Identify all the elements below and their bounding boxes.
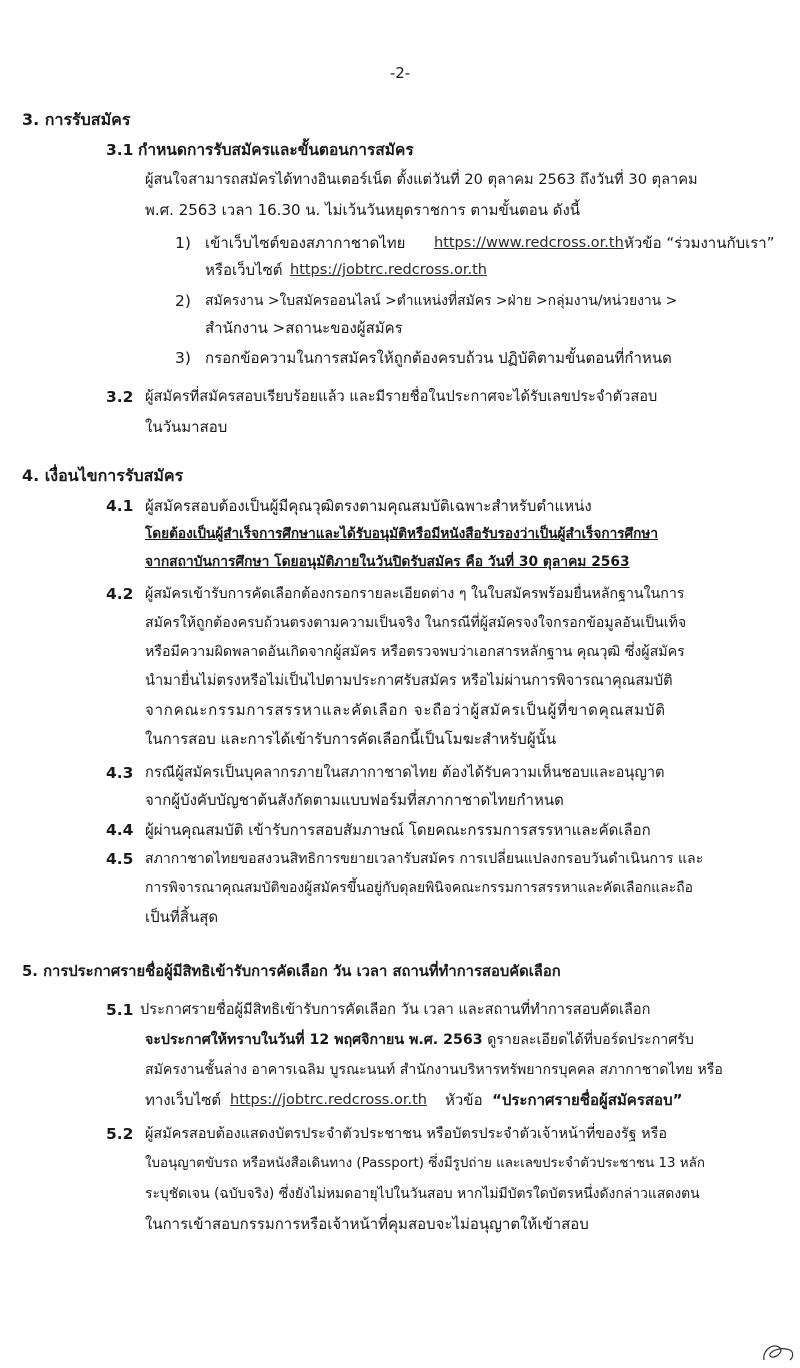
section-4-4-text: ผู้ผ่านคุณสมบัติ เข้ารับการสอบสัมภาษณ์ โดยคณะกรรมการสรรหาและคัดเลือก bbox=[145, 821, 651, 839]
step-text: สมัครงาน >ใบสมัครออนไลน์ >ตำแหน่งที่สมัคร >ฝ่าย >กลุ่มงาน/หน่วยงาน > bbox=[205, 293, 678, 309]
section-5-1-text: สมัครงานชั้นล่าง อาคารเฉลิม บูรณะนนท์ สำนักงานบริหารทรัพยากรบุคคล สภากาชาดไทย หรือ bbox=[145, 1062, 723, 1078]
section-4-2-text: ในการสอบ และการได้เข้ารับการคัดเลือกนี้เป็นโมฆะสำหรับผู้นั้น bbox=[145, 730, 557, 748]
section-4-5-number: 4.5 bbox=[106, 850, 134, 868]
section-4-2-text: จากคณะกรรมการสรรหาและคัดเลือก จะถือว่าผู้สมัครเป็นผู้ที่ขาดคุณสมบัติ bbox=[145, 701, 666, 719]
section-5-1-text bbox=[145, 1030, 694, 1050]
section-5-1-text-rest: ดูรายละเอียดได้ที่บอร์ดประกาศรับ bbox=[482, 1032, 694, 1048]
section-5-1-number: 5.1 bbox=[106, 1001, 134, 1019]
announcement-date: จะประกาศให้ทราบในวันที่ 12 พฤศจิกายน พ.ศ. 2563 bbox=[145, 1032, 483, 1048]
step-text: สำนักงาน >สถานะของผู้สมัคร bbox=[205, 319, 403, 337]
redcross-website-link[interactable]: https://www.redcross.or.th bbox=[434, 235, 624, 251]
section-4-heading: 4. เงื่อนไขการรับสมัคร bbox=[22, 466, 184, 485]
section-4-1-text: ผู้สมัครสอบต้องเป็นผู้มีคุณวุฒิตรงตามคุณสมบัติเฉพาะสำหรับตำแหน่ง bbox=[145, 497, 592, 515]
section-4-3-text: กรณีผู้สมัครเป็นบุคลากรภายในสภากาชาดไทย ต้องได้รับความเห็นชอบและอนุญาต bbox=[145, 764, 665, 781]
step-number: 2) bbox=[175, 292, 191, 310]
section-4-5-text: สภากาชาดไทยขอสงวนสิทธิการขยายเวลารับสมัคร การเปลี่ยนแปลงกรอบวันดำเนินการ และ bbox=[145, 851, 704, 867]
section-3-2-text: ผู้สมัครที่สมัครสอบเรียบร้อยแล้ว และมีรายชื่อในประกาศจะได้รับเลขประจำตัวสอบ bbox=[145, 388, 658, 405]
section-4-2-text: นำมายื่นไม่ตรงหรือไม่เป็นไปตามประกาศรับสมัคร หรือไม่ผ่านการพิจารณาคุณสมบัติ bbox=[145, 672, 673, 689]
section-3-1-number: 3.1 bbox=[106, 141, 134, 159]
page-number: -2- bbox=[389, 64, 411, 82]
section-4-2-number: 4.2 bbox=[106, 585, 134, 603]
section-3-2-number: 3.2 bbox=[106, 388, 134, 406]
section-5-2-text: ระบุชัดเจน (ฉบับจริง) ซึ่งยังไม่หมดอายุไปในวันสอบ หากไม่มีบัตรใดบัตรหนึ่งดังกล่าวแสดงตน bbox=[145, 1186, 700, 1202]
section-5-1-topic: “ประกาศรายชื่อผู้สมัครสอบ” bbox=[492, 1091, 683, 1109]
section-4-3-number: 4.3 bbox=[106, 764, 134, 782]
step-text: หัวข้อ “ร่วมงานกับเรา” bbox=[624, 234, 775, 252]
step-text: กรอกข้อความในการสมัครให้ถูกต้องครบถ้วน ปฏิบัติตามขั้นตอนที่กำหนด bbox=[205, 349, 672, 367]
section-5-2-text: ในการเข้าสอบกรรมการหรือเจ้าหน้าที่คุมสอบจะไม่อนุญาตให้เข้าสอบ bbox=[145, 1215, 589, 1233]
section-4-4-number: 4.4 bbox=[106, 821, 134, 839]
section-3-2-text: ในวันมาสอบ bbox=[145, 418, 228, 436]
section-4-2-text: หรือมีความผิดพลาดอันเกิดจากผู้สมัคร หรือตรวจพบว่าเอกสารหลักฐาน คุณวุฒิ ซึ่งผู้สมัคร bbox=[145, 644, 685, 660]
signature-mark bbox=[760, 1338, 796, 1366]
step-text: หรือเว็บไซต์ bbox=[205, 261, 283, 279]
section-4-1-text-emphasis: จากสถาบันการศึกษา โดยอนุมัติภายในวันปิดรับสมัคร คือ วันที่ 30 ตุลาคม 2563 bbox=[145, 554, 630, 570]
step-text: เข้าเว็บไซต์ของสภากาชาดไทย bbox=[205, 234, 406, 252]
section-5-1-text: ประกาศรายชื่อผู้มีสิทธิเข้ารับการคัดเลือก วัน เวลา และสถานที่ทำการสอบคัดเลือก bbox=[140, 1001, 651, 1018]
section-5-1-text: หัวข้อ bbox=[445, 1091, 483, 1109]
section-4-5-text: เป็นที่สิ้นสุด bbox=[145, 908, 219, 926]
section-4-1-number: 4.1 bbox=[106, 497, 134, 515]
section-3-1-title: กำหนดการรับสมัครและขั้นตอนการสมัคร bbox=[138, 141, 414, 159]
section-3-heading: 3. การรับสมัคร bbox=[22, 110, 131, 129]
section-4-2-text: ผู้สมัครเข้ารับการคัดเลือกต้องกรอกรายละเอียดต่าง ๆ ในใบสมัครพร้อมยื่นหลักฐานในการ bbox=[145, 586, 685, 602]
section-5-2-number: 5.2 bbox=[106, 1125, 134, 1143]
section-5-1-text: ทางเว็บไซต์ bbox=[145, 1091, 222, 1109]
section-4-1-text-emphasis: โดยต้องเป็นผู้สำเร็จการศึกษาและได้รับอนุมัติหรือมีหนังสือรับรองว่าเป็นผู้สำเร็จการศึกษา bbox=[145, 526, 658, 542]
section-5-2-text: ใบอนุญาตขับรถ หรือหนังสือเดินทาง (Passport) ซึ่งมีรูปถ่าย และเลขประจำตัวประชาชน 13 หลัก bbox=[145, 1156, 705, 1171]
jobtrc-website-link[interactable]: https://jobtrc.redcross.or.th bbox=[290, 262, 487, 278]
section-4-5-text: การพิจารณาคุณสมบัติของผู้สมัครขึ้นอยู่กับดุลยพินิจคณะกรรมการสรรหาและคัดเลือกและถือ bbox=[145, 880, 693, 896]
jobtrc-website-link[interactable]: https://jobtrc.redcross.or.th bbox=[230, 1092, 427, 1108]
section-5-heading: 5. การประกาศรายชื่อผู้มีสิทธิเข้ารับการคัดเลือก วัน เวลา สถานที่ทำการสอบคัดเลือก bbox=[22, 963, 561, 980]
section-4-3-text: จากผู้บังคับบัญชาต้นสังกัดตามแบบฟอร์มที่สภากาชาดไทยกำหนด bbox=[145, 791, 564, 809]
step-number: 3) bbox=[175, 349, 191, 367]
section-5-2-text: ผู้สมัครสอบต้องแสดงบัตรประจำตัวประชาชน หรือบัตรประจำตัวเจ้าหน้าที่ของรัฐ หรือ bbox=[145, 1126, 667, 1142]
section-3-1-text: ผู้สนใจสามารถสมัครได้ทางอินเตอร์เน็ต ตั้งแต่วันที่ 20 ตุลาคม 2563 ถึงวันที่ 30 ตุลาคม bbox=[145, 171, 698, 188]
section-4-2-text: สมัครให้ถูกต้องครบถ้วนตรงตามความเป็นจริง ในกรณีที่ผู้สมัครจงใจกรอกข้อมูลอันเป็นเท็จ bbox=[145, 615, 687, 631]
step-number: 1) bbox=[175, 234, 191, 252]
section-3-1-text: พ.ศ. 2563 เวลา 16.30 น. ไม่เว้นวันหยุดราชการ ตามขั้นตอน ดังนี้ bbox=[145, 201, 581, 219]
